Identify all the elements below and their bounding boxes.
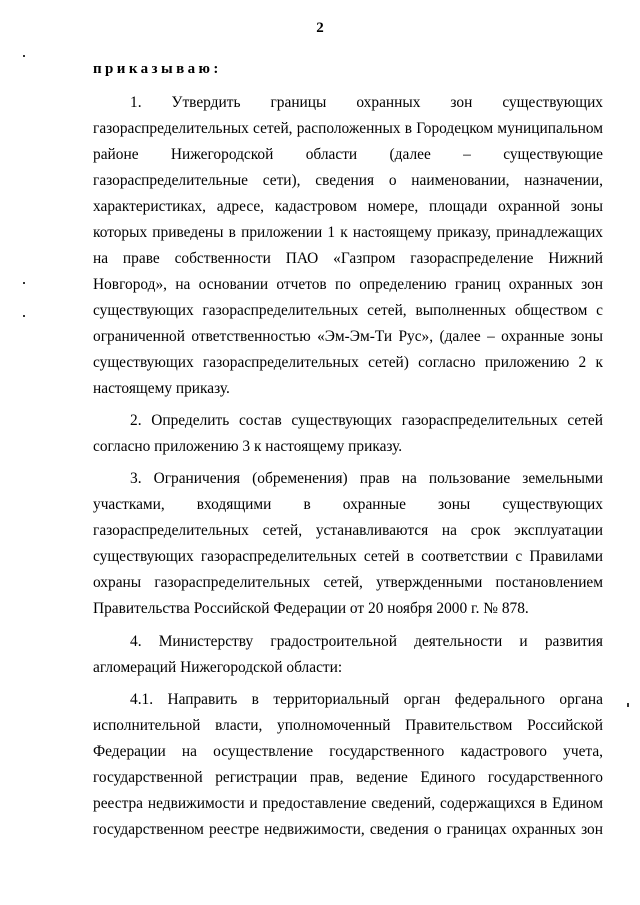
text-line: 3. Ограничения (обременения) прав на пользование земельными xyxy=(130,470,603,487)
text-line: которых приведены в приложении 1 к настоящему приказу, принадлежащих xyxy=(93,224,603,241)
scan-speck xyxy=(627,703,629,707)
text-line: на праве собственности ПАО «Газпром газораспределение Нижний xyxy=(93,250,603,267)
text-line: существующих газораспределительных сетей в соответствии с Правилами xyxy=(93,548,603,565)
text-line: ограниченной ответственностью «Эм-Эм-Ти Рус», (далее – охранные зоны xyxy=(93,328,603,345)
order-heading: приказываю: xyxy=(93,61,222,77)
scan-speck xyxy=(23,315,25,317)
scan-speck xyxy=(23,282,25,284)
text-line: 4.1. Направить в территориальный орган федерального органа xyxy=(130,691,603,708)
text-line: газораспределительных сетей, устанавливаются на срок эксплуатации xyxy=(93,522,603,539)
text-line: характеристиках, адресе, кадастровом номере, площади охранной зоны xyxy=(93,198,603,215)
page-number: 2 xyxy=(316,20,324,36)
text-line: 4. Министерству градостроительной деятельности и развития xyxy=(130,633,603,650)
text-line: 1. Утвердить границы охранных зон существующих xyxy=(130,94,603,111)
text-line: согласно приложению 3 к настоящему приказу. xyxy=(93,438,403,455)
text-line: государственной регистрации прав, ведение Единого государственного xyxy=(93,769,603,786)
text-line: Новгород», на основании отчетов по определению границ охранных зон xyxy=(93,276,603,293)
text-line: газораспределительные сети), сведения о наименовании, назначении, xyxy=(93,172,603,189)
text-line: существующих газораспределительных сетей, выполненных обществом с xyxy=(93,302,603,319)
text-line: охраны газораспределительных сетей, утвержденными постановлением xyxy=(93,574,603,591)
text-line: Правительства Российской Федерации от 20 ноября 2000 г. № 878. xyxy=(93,600,529,617)
text-line: участками, входящими в охранные зоны существующих xyxy=(93,496,603,513)
text-line: агломераций Нижегородской области: xyxy=(93,659,343,676)
text-line: исполнительной власти, уполномоченный Правительством Российской xyxy=(93,717,603,734)
text-line: настоящему приказу. xyxy=(93,380,230,397)
text-line: районе Нижегородской области (далее – существующие xyxy=(93,146,603,163)
text-line: существующих газораспределительных сетей) согласно приложению 2 к xyxy=(93,354,603,371)
scan-speck xyxy=(23,55,25,57)
text-line: государственном реестре недвижимости, сведения о границах охранных зон xyxy=(93,821,603,838)
text-line: реестра недвижимости и предоставление сведений, содержащихся в Едином xyxy=(93,795,603,812)
text-line: газораспределительных сетей, расположенных в Городецком муниципальном xyxy=(93,120,603,137)
text-line: Федерации на осуществление государственного кадастрового учета, xyxy=(93,743,603,760)
text-line: 2. Определить состав существующих газораспределительных сетей xyxy=(130,412,603,429)
